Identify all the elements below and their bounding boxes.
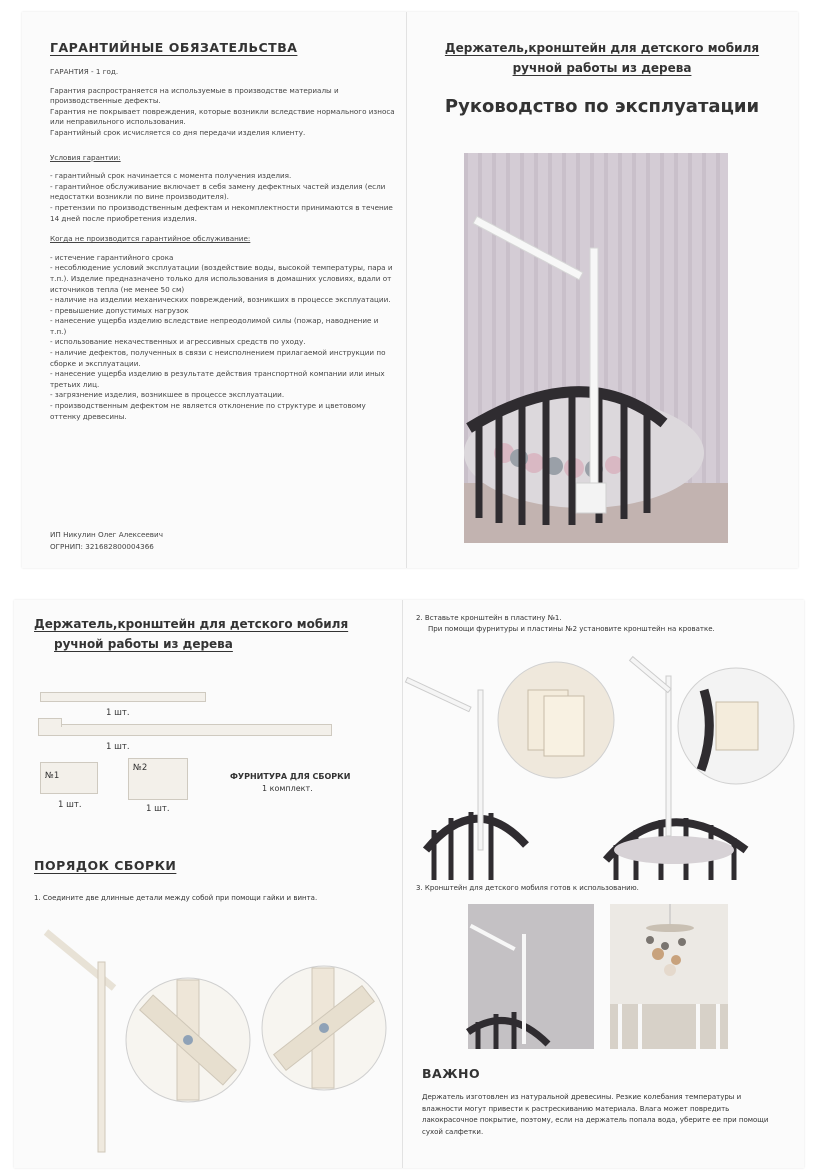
step-2-line-2: При помощи фурнитуры и пластины №2 установите кронштейн на кроватке. <box>428 625 715 633</box>
list-item: - нанесение ущерба изделию в результате действия транспортной компании или иных третьих лиц. <box>50 369 387 389</box>
not-covered-list <box>50 253 395 423</box>
step-1-illustration <box>34 910 396 1160</box>
ogrnip: ОГРНИП: 321682800004366 <box>50 542 154 551</box>
warranty-paragraphs <box>50 85 398 139</box>
list-item: - гарантийный срок начинается с момента получения изделия. <box>50 171 292 181</box>
warranty-paragraph: Гарантия распространяется на используемые в производстве материалы и производственные дефекты. <box>50 85 341 106</box>
hardware-qty: 1 комплект. <box>262 784 313 793</box>
warranty-period: ГАРАНТИЯ - 1 год. <box>50 67 119 76</box>
step-3-photo-mobile <box>610 904 728 1049</box>
conditions-title: Условия гарантии: <box>50 152 121 162</box>
hardware-title: ФУРНИТУРА ДЛЯ СБОРКИ <box>230 772 351 781</box>
cover-photo <box>464 153 728 543</box>
list-item: - нанесение ущерба изделию вследствие непреодолимой силы (пожар, наводнение и т.п.) <box>50 316 381 336</box>
warranty-page <box>50 40 398 560</box>
warranty-paragraph: Гарантия не покрывает повреждения, которые возникли вследствие нормального износа или неправильного использования. <box>50 106 398 127</box>
plate-label: №2 <box>133 763 148 773</box>
plate-2 <box>128 758 188 800</box>
holder-on-crib-illustration <box>468 904 594 1049</box>
qty-label: 1 шт. <box>146 804 170 814</box>
step-2-illustration <box>416 650 796 880</box>
step-2-line-1: 2. Вставьте кронштейн в пластину №1. <box>416 614 562 622</box>
list-item: - претензии по производственным дефектам и некомплектности принимаются в течение 14 дней после приобретения изделия. <box>50 202 396 223</box>
list-item: - истечение гарантийного срока <box>50 252 174 262</box>
list-item: - превышение допустимых нагрузок <box>50 305 189 315</box>
parts-page <box>34 614 396 1162</box>
important-text: Держатель изготовлен из натуральной древесины. Резкие колебания температуры и влажности могут привести к растрескиванию материала. Влага может повредить лакокрасочное покрытие, поэтому, если на держатель попала вода, уберите ее при помощи сухой салфетки. <box>422 1093 769 1136</box>
list-item: - несоблюдение условий эксплуатации (воздействие воды, высокой температуры, пара и т.п.). Изделие предназначено только для использования в домашних условиях, вдали от источников тепла (не менее 50 см) <box>50 263 395 294</box>
crib-with-holder-illustration <box>464 153 728 543</box>
product-title-line-2: ручной работы из дерева <box>54 637 233 651</box>
list-item: - наличие дефектов, полученных в связи с неисполнением прилагаемой инструкции по сборке и эксплуатации. <box>50 348 388 368</box>
list-item: - производственным дефектом не является отклонение по структуре и цветовому оттенку древесины. <box>50 401 369 421</box>
step-3-photo-holder <box>468 904 594 1049</box>
not-covered-title: Когда не производится гарантийное обслуживание: <box>50 234 251 244</box>
list-item: - использование некачественных и агрессивных средств по уходу. <box>50 337 306 347</box>
warranty-heading: ГАРАНТИЙНЫЕ ОБЯЗАТЕЛЬСТВА <box>50 40 298 55</box>
list-item: - загрязнение изделия, возникшее в процессе эксплуатации. <box>50 390 285 400</box>
product-title-line-2: ручной работы из дерева <box>512 61 692 75</box>
short-bar-part <box>40 692 206 702</box>
brochure-sheet-2 <box>14 600 804 1168</box>
list-item: - гарантийное обслуживание включает в себя замену дефектных частей изделия (если недостатки возникли по вине производителя). <box>50 181 388 202</box>
owner-name: ИП Никулин Олег Алексеевич <box>50 530 163 539</box>
assembly-heading: ПОРЯДОК СБОРКИ <box>34 858 177 873</box>
list-item: - наличие на изделии механических повреждений, возникших в процессе эксплуатации. <box>50 295 391 305</box>
warranty-paragraph: Гарантийный срок исчисляется со дня передачи изделия клиенту. <box>50 127 306 137</box>
long-bar-notch <box>38 718 62 727</box>
fold-line <box>406 12 407 568</box>
product-title-line-1: Держатель,кронштейн для детского мобиля <box>444 41 760 55</box>
cover-page <box>414 38 790 560</box>
instructions-page <box>416 614 796 1162</box>
step-1-text: 1. Соедините две длинные детали между собой при помощи гайки и винта. <box>34 894 318 902</box>
step-3-text: 3. Кронштейн для детского мобиля готов к использованию. <box>416 884 639 892</box>
qty-label: 1 шт. <box>106 742 130 752</box>
plate-label: №1 <box>45 771 60 781</box>
fold-line <box>402 600 403 1168</box>
qty-label: 1 шт. <box>106 708 130 718</box>
plate-1 <box>40 762 98 794</box>
long-bar-part <box>38 724 332 736</box>
manual-title: Руководство по эксплуатации <box>444 96 760 117</box>
product-title-line-1: Держатель,кронштейн для детского мобиля <box>34 617 349 631</box>
conditions-list <box>50 171 395 224</box>
mobile-with-toys-illustration <box>610 904 728 1049</box>
brochure-sheet-1 <box>22 12 798 568</box>
qty-label: 1 шт. <box>58 800 82 810</box>
important-heading: ВАЖНО <box>422 1066 481 1081</box>
